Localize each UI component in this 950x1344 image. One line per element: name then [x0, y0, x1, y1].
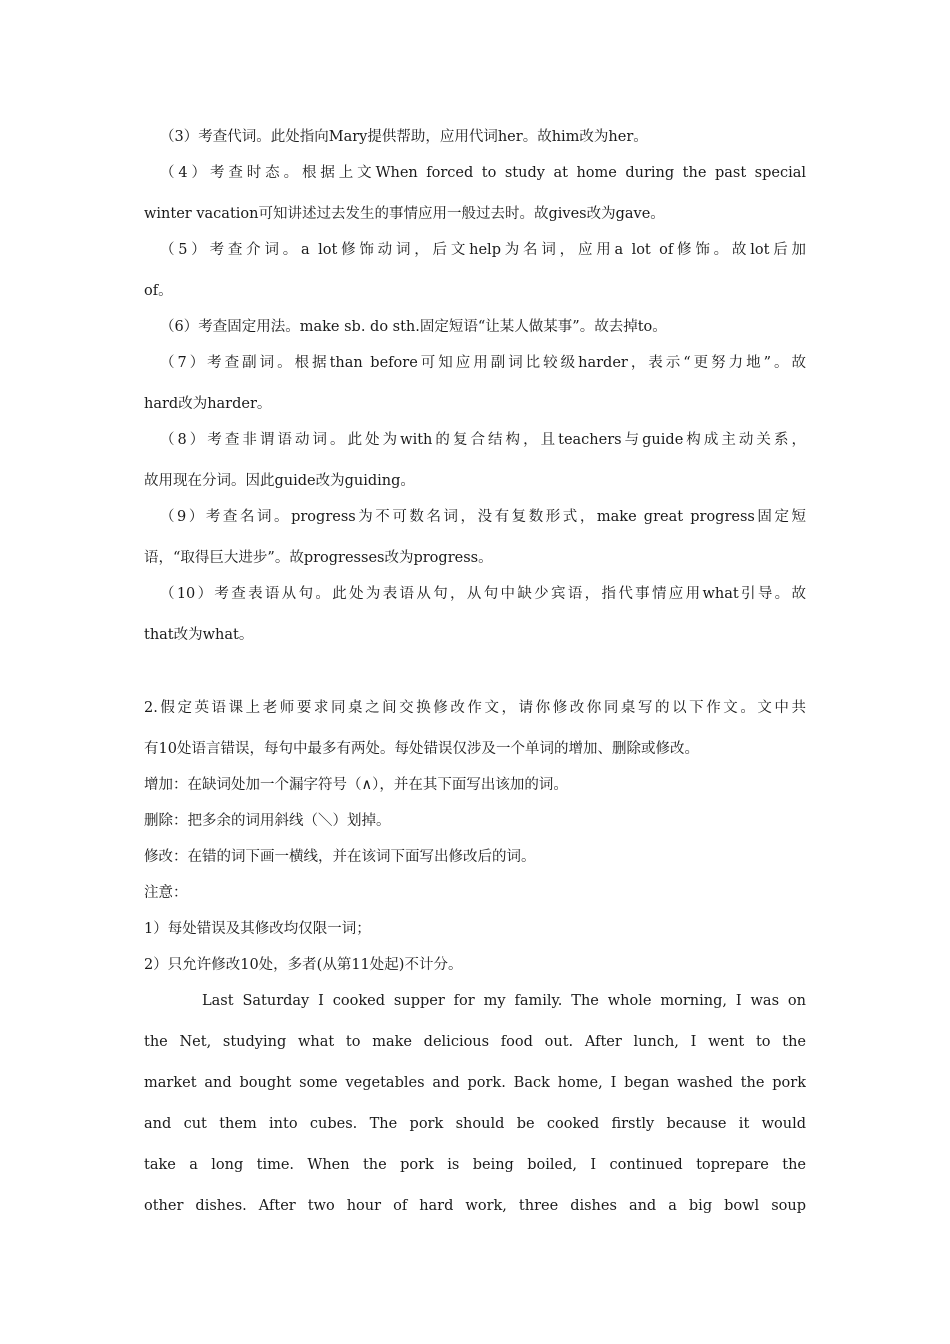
answer-5-line-2: of。: [144, 283, 173, 299]
answer-10-line-2: that改为what。: [144, 627, 254, 643]
answer-3: （3）考查代词。此处指向Mary提供帮助，应用代词her。故him改为her。: [160, 129, 648, 145]
answer-7-line-2: hard改为harder。: [144, 396, 272, 412]
answer-9-line-1: （9）考查名词。progress为不可数名词，没有复数形式，make great progress固定短: [160, 509, 806, 525]
note-2: 2）只允许修改10处，多者(从第11处起)不计分。: [144, 957, 463, 973]
question-intro-line-1: 2.假定英语课上老师要求同桌之间交换修改作文，请你修改你同桌写的以下作文。文中共: [144, 700, 806, 716]
question-intro-line-2: 有10处语言错误，每句中最多有两处。每处错误仅涉及一个单词的增加、删除或修改。: [144, 741, 699, 757]
instruction-delete: 删除：把多余的词用斜线（＼）划掉。: [144, 813, 391, 829]
answer-7-line-1: （7）考查副词。根据than before可知应用副词比较级harder，表示“更努力地”。故: [160, 355, 806, 371]
essay-line-2: the Net, studying what to make delicious food out. After lunch, I went to the: [144, 1034, 806, 1050]
essay-line-3: market and bought some vegetables and pork. Back home, I began washed the pork: [144, 1075, 806, 1091]
essay-line-6: other dishes. After two hour of hard work, three dishes and a big bowl soup: [144, 1198, 806, 1214]
answer-10-line-1: （10）考查表语从句。此处为表语从句，从句中缺少宾语，指代事情应用what引导。故: [160, 586, 806, 602]
answer-5-line-1: （5）考查介词。a lot修饰动词，后文help为名词，应用a lot of修饰。故lot后加: [160, 242, 806, 258]
answer-4-line-1: （4）考查时态。根据上文When forced to study at home during the past special: [160, 165, 806, 181]
essay-line-1: Last Saturday I cooked supper for my family. The whole morning, I was on: [202, 993, 806, 1009]
note-1: 1）每处错误及其修改均仅限一词；: [144, 921, 371, 937]
essay-line-4: and cut them into cubes. The pork should be cooked firstly because it would: [144, 1116, 806, 1132]
answer-8-line-2: 故用现在分词。因此guide改为guiding。: [144, 473, 415, 489]
instruction-modify: 修改：在错的词下画一横线，并在该词下面写出修改后的词。: [144, 849, 536, 865]
note-title: 注意：: [144, 885, 188, 901]
instruction-add: 增加：在缺词处加一个漏字符号（∧），并在其下面写出该加的词。: [144, 777, 568, 793]
answer-8-line-1: （8）考查非谓语动词。此处为with的复合结构，且teachers与guide构成主动关系，: [160, 432, 806, 448]
answer-6: （6）考查固定用法。make sb. do sth.固定短语“让某人做某事”。故去掉to。: [160, 319, 667, 335]
essay-line-5: take a long time. When the pork is being boiled, I continued toprepare the: [144, 1157, 806, 1173]
answer-4-line-2: winter vacation可知讲述过去发生的事情应用一般过去时。故gives改为gave。: [144, 206, 665, 222]
answer-9-line-2: 语，“取得巨大进步”。故progresses改为progress。: [144, 550, 493, 566]
